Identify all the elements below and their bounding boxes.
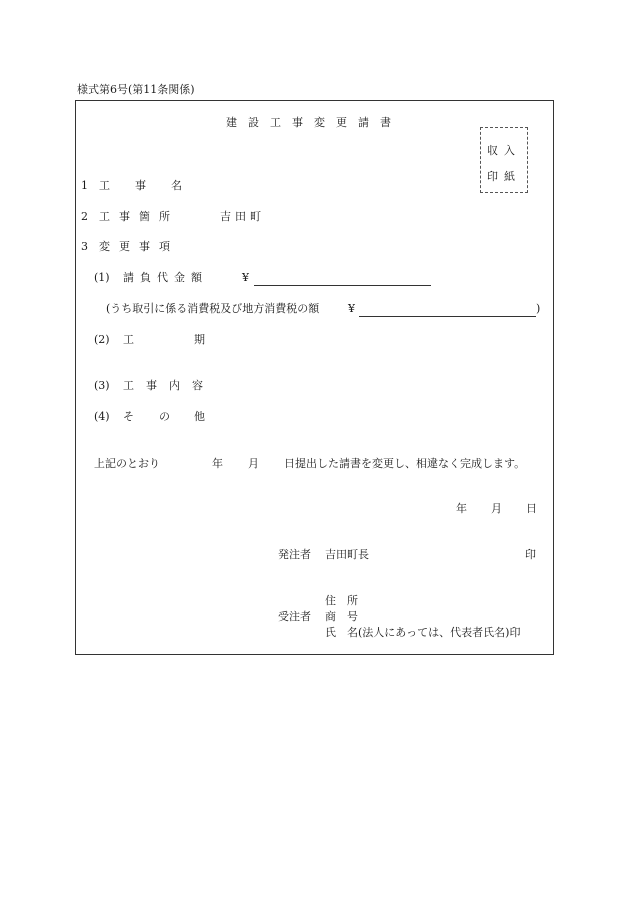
document-title: 建設工事変更請書 [226, 116, 402, 129]
statement-suffix: 日提出した請書を変更し、相違なく完成します。 [284, 457, 526, 470]
orderer-label: 発注者 [278, 548, 311, 561]
item-1-char-3: 名 [171, 179, 182, 192]
sub-1-yen: ¥ [242, 271, 249, 284]
tax-close-paren: ) [536, 302, 541, 315]
item-2-label: 工事箇所 [99, 210, 179, 223]
sub-1-number: (1) [94, 271, 110, 284]
sub-3-label: 工事内容 [123, 379, 215, 392]
sub-4-char-1: そ [123, 410, 134, 423]
item-2-number: 2 [81, 210, 88, 223]
sub-2-char-2: 期 [194, 333, 205, 346]
sub-4-char-3: 他 [194, 410, 205, 423]
statement-prefix: 上記のとおり [94, 457, 160, 470]
date-year: 年 [456, 502, 467, 515]
date-month: 月 [491, 502, 502, 515]
orderer-seal: 印 [525, 548, 536, 561]
item-1-number: 1 [81, 179, 88, 192]
date-day: 日 [526, 502, 537, 515]
form-number-label: 様式第6号(第11条関係) [77, 83, 195, 96]
sub-4-char-2: の [159, 410, 170, 423]
statement-year: 年 [212, 457, 223, 470]
revenue-stamp-box [480, 127, 528, 193]
tax-yen: ¥ [348, 302, 355, 315]
stamp-label-line2: 印紙 [487, 170, 521, 183]
item-1-char-2: 事 [135, 179, 146, 192]
item-2-value: 吉田町 [220, 210, 265, 223]
item-3-number: 3 [81, 240, 88, 253]
sub-3-number: (3) [94, 379, 110, 392]
item-3-label: 変更事項 [99, 240, 179, 253]
orderer-name: 吉田町長 [325, 548, 369, 561]
stamp-label-line1: 収入 [487, 144, 521, 157]
tax-amount-line [359, 316, 536, 317]
tax-label: (うち取引に係る消費税及び地方消費税の額 [106, 302, 320, 315]
contractor-trade-name-label: 商 号 [325, 610, 358, 623]
contract-amount-line [254, 285, 431, 286]
contractor-address-label: 住 所 [325, 594, 358, 607]
contractor-label: 受注者 [278, 610, 311, 623]
statement-month: 月 [248, 457, 259, 470]
sub-4-number: (4) [94, 410, 110, 423]
item-1-char-1: 工 [99, 179, 110, 192]
sub-2-number: (2) [94, 333, 110, 346]
sub-2-char-1: 工 [123, 333, 134, 346]
sub-1-label: 請負代金額 [123, 271, 208, 284]
contractor-name-label: 氏 名(法人にあっては、代表者氏名)印 [325, 626, 521, 639]
